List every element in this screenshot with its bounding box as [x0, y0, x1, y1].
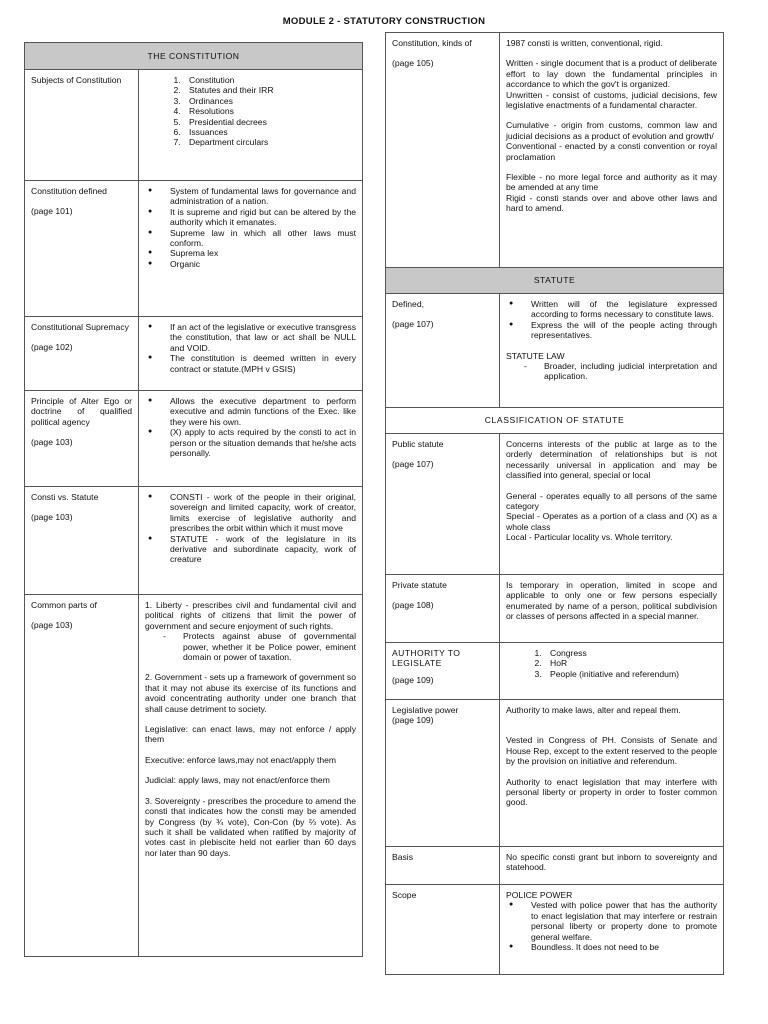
- row-label: Common parts of (page 103): [25, 595, 139, 957]
- paragraph: Local - Particular locality vs. Whole territory.: [506, 532, 673, 543]
- row-content: [139, 70, 363, 181]
- table-row: [386, 885, 724, 975]
- row-label: Public statute (page 107): [386, 434, 500, 575]
- paragraph: Vested in Congress of PH. Consists of Senate and House Rep, except to the extent reserved to the people by the provision on initiative and referendum.: [506, 735, 717, 767]
- row-label: Private statute (page 108): [386, 575, 500, 643]
- paragraph: Conventional - enacted by a consti convention or royal proclamation: [506, 141, 717, 162]
- paragraph: Executive: enforce laws,may not enact/apply them: [145, 754, 337, 765]
- table-row: [25, 391, 363, 487]
- list-item: 1. Constitution: [183, 75, 356, 85]
- section-header-statute: STATUTE: [386, 268, 724, 294]
- list-item: ● Allows the executive department to perform executive and admin functions of the Exec. like they were his own.: [170, 396, 356, 427]
- list-item: 6. Issuances: [183, 127, 356, 137]
- row-content: [139, 181, 363, 317]
- paragraph: No specific consti grant but inborn to sovereignty and statehood.: [506, 852, 717, 873]
- paragraph: Authority to enact legislation that may interfere with personal liberty or property in order to foster common good.: [506, 776, 717, 808]
- row-content: [500, 847, 724, 885]
- list-item: ● If an act of the legislative or executive transgress the constitution, that law or act shall be NULL and VOID.: [170, 322, 356, 353]
- table-row: [386, 643, 724, 700]
- row-label: Defined, (page 107): [386, 294, 500, 408]
- paragraph: General - operates equally to all persons of the same category: [506, 490, 717, 512]
- paragraph: Special - Operates as a portion of a class and (X) as a whole class: [506, 511, 717, 532]
- table-row: [386, 700, 724, 847]
- table-row: [25, 70, 363, 181]
- paragraph: Cumulative - origin from customs, common law and judicial decisions as a product of evolution and growth/: [506, 120, 717, 141]
- paragraph: Authority to make laws, alter and repeal them.: [506, 705, 681, 715]
- paragraph: 3. Sovereignty - prescribes the procedure to amend the consti that indicates how the consti may be amended by Congress (by ¾ vote), Con-Con (by ⅔ vote). As such it shall be validated when ratified by majority of votes cast in plebiscite held not earlier than 60 days nor later than 90 days.: [145, 795, 356, 858]
- row-label: Consti vs. Statute (page 103): [25, 487, 139, 595]
- row-content: [500, 33, 724, 268]
- row-label: Constitutional Supremacy (page 102): [25, 317, 139, 391]
- list-item: - Protects against abuse of governmental power, whether it be Police power, eminent domain or power of taxation.: [183, 631, 356, 662]
- row-content: [500, 575, 724, 643]
- row-content: [139, 391, 363, 487]
- subjects-list: [145, 75, 356, 148]
- paragraph: Legislative: can enact laws, may not enforce / apply them: [145, 724, 356, 745]
- list-item: 4. Resolutions: [183, 106, 356, 116]
- table-row: [386, 575, 724, 643]
- list-item: ● Vested with police power that has the authority to enact legislation that may interfere or restrain personal liberty or property done to promote general welfare.: [531, 900, 717, 942]
- table-row: [25, 317, 363, 391]
- list-item: ● It is supreme and rigid but can be altered by the authority which it emanates.: [170, 207, 356, 228]
- row-label: AUTHORITY TO LEGISLATE (page 109): [386, 643, 500, 700]
- section-header-classification: CLASSIFICATION OF STATUTE: [386, 408, 724, 434]
- table-row: [386, 294, 724, 408]
- paragraph: 1987 consti is written, conventional, rigid.: [506, 38, 663, 48]
- paragraph: Written - single document that is a product of deliberate effort to lay down the fundamental principles in accordance to which the gov't is organized.: [506, 58, 717, 90]
- row-content: [139, 487, 363, 595]
- list-item: 5. Presidential decrees: [183, 117, 356, 127]
- table-row: [386, 434, 724, 575]
- table-row: [25, 487, 363, 595]
- table-row: [25, 595, 363, 957]
- police-power-heading: POLICE POWER: [506, 890, 573, 900]
- statute-table: [385, 32, 724, 975]
- paragraph: Concerns interests of the public at large as to the orderly determination of relationships but is not necessarily universal in application and may be classified into general, special or local: [506, 439, 717, 481]
- table-row: [386, 33, 724, 268]
- paragraph: Rigid - consti stands over and above other laws and hard to amend.: [506, 192, 717, 214]
- list-item: ● Suprema lex: [170, 248, 356, 258]
- row-label: Legislative power (page 109): [386, 700, 500, 847]
- table-row: [25, 181, 363, 317]
- row-content: [500, 294, 724, 408]
- list-item: ● CONSTI - work of the people in their original, sovereign and limited capacity, work of creator, limits exercise of legislative authority and prescribes the orbit within which it must move: [170, 492, 356, 534]
- list-item: ● System of fundamental laws for governance and administration of a nation.: [170, 186, 356, 207]
- paragraph: 1. Liberty - prescribes civil and fundamental civil and political rights of citizens that limit the power of government and secure enjoyment of such rights.: [145, 600, 356, 631]
- constitution-table: [24, 42, 363, 957]
- list-item: ● Express the will of the people acting through representatives.: [531, 320, 717, 341]
- row-label: Constitution, kinds of (page 105): [386, 33, 500, 268]
- row-content: [139, 317, 363, 391]
- section-header-constitution: THE CONSTITUTION: [25, 43, 363, 70]
- row-content: [500, 885, 724, 975]
- row-label: Scope: [386, 885, 500, 975]
- authority-list: [506, 648, 717, 679]
- row-content: [500, 700, 724, 847]
- list-item: ● Organic: [170, 259, 356, 269]
- list-item: 2. HoR: [544, 658, 717, 668]
- row-content: [500, 643, 724, 700]
- list-item: ● Boundless. It does not need to be: [531, 942, 717, 952]
- row-label: Principle of Alter Ego or doctrine of qualified political agency (page 103): [25, 391, 139, 487]
- list-item: 7. Department circulars: [183, 137, 356, 147]
- list-item: 3. Ordinances: [183, 96, 356, 106]
- paragraph: Unwritten - consist of customs, judicial decisions, few legislative enactments of a fundamental character.: [506, 89, 717, 111]
- paragraph: Flexible - no more legal force and authority as it may be amended at any time: [506, 172, 717, 193]
- list-item: - Broader, including judicial interpretation and application.: [544, 361, 717, 382]
- list-item: ● Supreme law in which all other laws must conform.: [170, 228, 356, 249]
- document-title: MODULE 2 - STATUTORY CONSTRUCTION: [282, 16, 486, 27]
- list-item: 2. Statutes and their IRR: [183, 85, 356, 95]
- row-content: [500, 434, 724, 575]
- row-label: Basis: [386, 847, 500, 885]
- statute-law-heading: STATUTE LAW: [506, 350, 565, 361]
- paragraph: Is temporary in operation, limited in scope and applicable to only one or few persons especially enumerated by name of a person, political subdivision or classes of persons affected in a special manner.: [506, 580, 717, 622]
- list-item: 1. Congress: [544, 648, 717, 658]
- list-item: ● Written will of the legislature expressed according to forms necessary to constitute laws.: [531, 299, 717, 320]
- list-item: ● STATUTE - work of the legislature in its derivative and subordinate capacity, work of creature: [170, 534, 356, 565]
- paragraph: Judicial: apply laws, may not enact/enforce them: [145, 775, 330, 786]
- list-item: 3. People (initiative and referendum): [544, 669, 717, 679]
- list-item: ● (X) apply to acts required by the consti to act in person or the situation demands that he/she acts personally.: [170, 427, 356, 458]
- paragraph: 2. Government - sets up a framework of government so that it may not abuse its exercise of its functions and avoid concentrating authority under one branch that shall cause detriment to society.: [145, 672, 356, 714]
- row-label: Constitution defined (page 101): [25, 181, 139, 317]
- row-content: [139, 595, 363, 957]
- table-row: [386, 847, 724, 885]
- list-item: ● The constitution is deemed written in every contract or statute.(MPH v GSIS): [170, 353, 356, 374]
- row-label: Subjects of Constitution: [25, 70, 139, 181]
